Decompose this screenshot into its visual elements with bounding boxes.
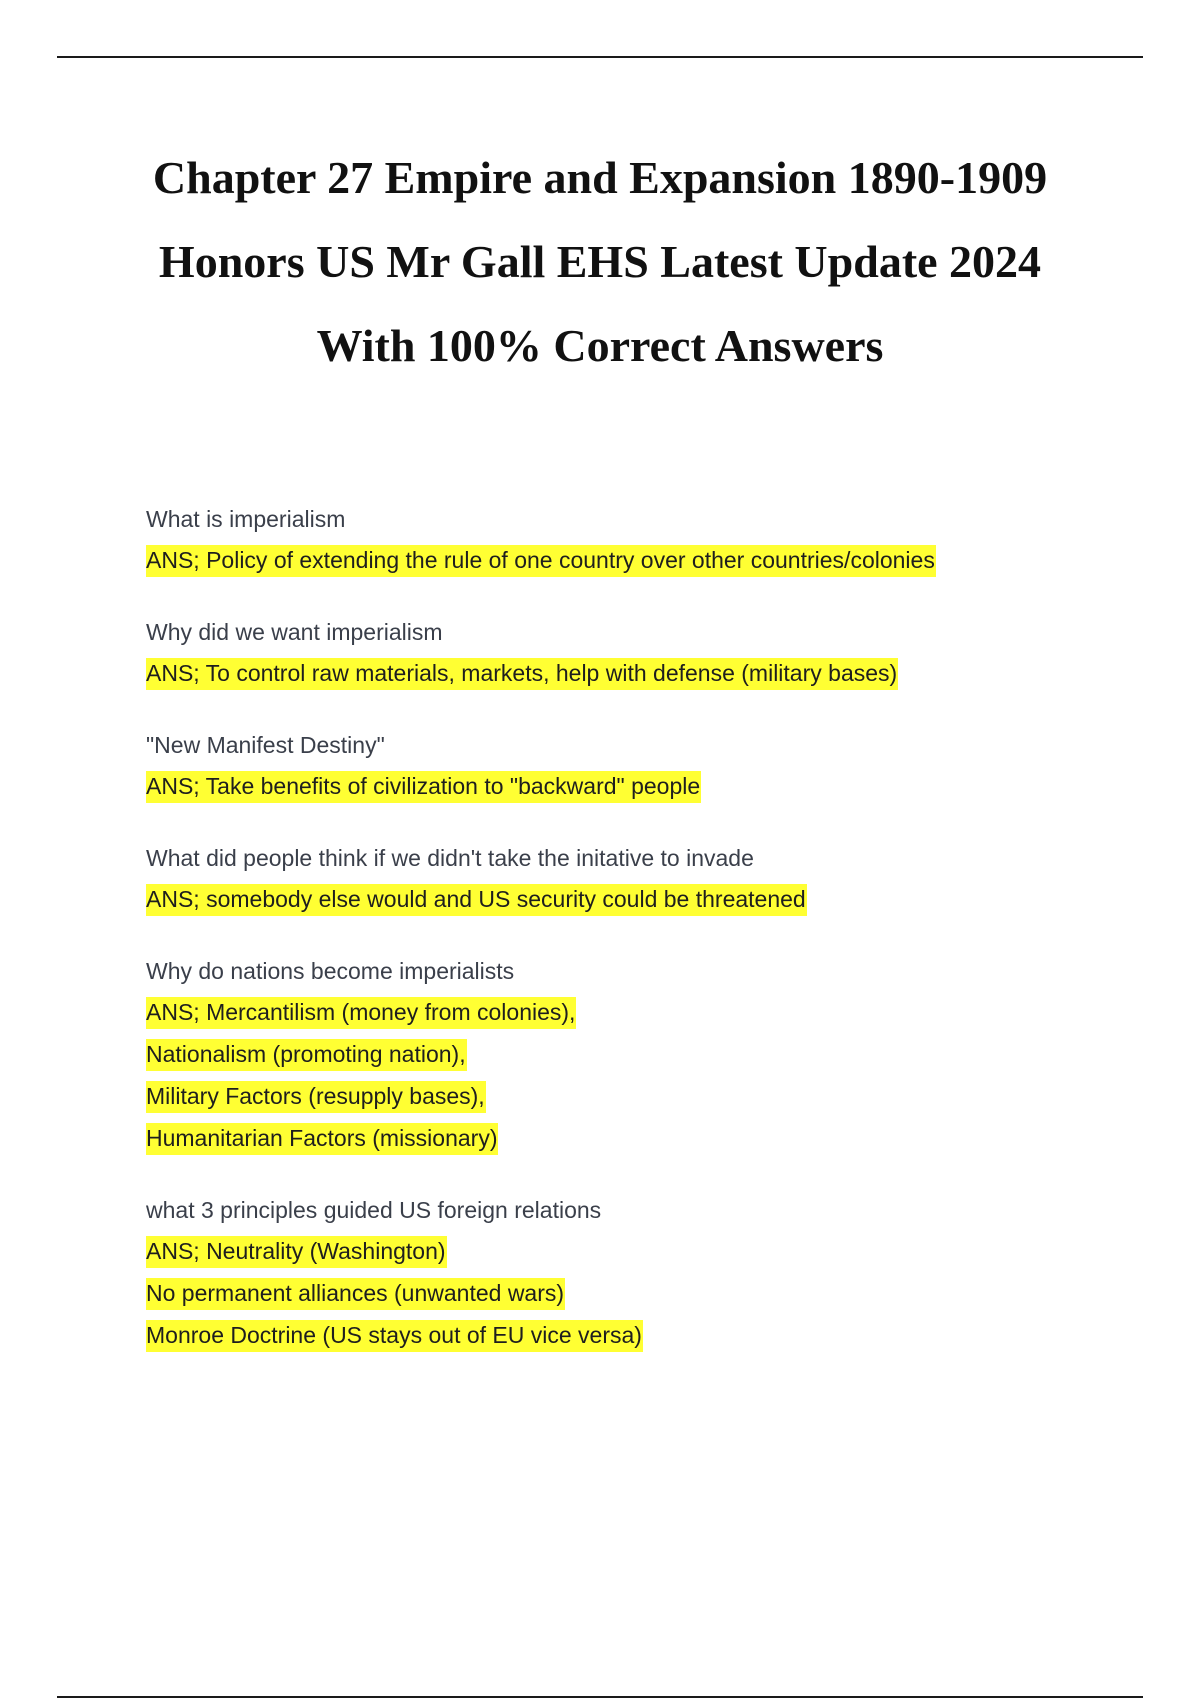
answer-highlight: ANS; To control raw materials, markets, help with defense (military bases) bbox=[146, 658, 898, 690]
answer-line bbox=[146, 1321, 1146, 1351]
answer-highlight: Military Factors (resupply bases), bbox=[146, 1081, 486, 1113]
answer-highlight: Monroe Doctrine (US stays out of EU vice versa) bbox=[146, 1320, 643, 1352]
answer-line bbox=[146, 1124, 1146, 1154]
qa-item bbox=[146, 504, 1146, 576]
answer-highlight: Nationalism (promoting nation), bbox=[146, 1039, 467, 1071]
question-text: Why did we want imperialism bbox=[146, 619, 443, 645]
answer-highlight: No permanent alliances (unwanted wars) bbox=[146, 1278, 565, 1310]
top-rule bbox=[57, 56, 1143, 58]
answer-line bbox=[146, 546, 1146, 576]
qa-item bbox=[146, 956, 1146, 1154]
question-text: What is imperialism bbox=[146, 506, 346, 532]
answer-highlight: ANS; Neutrality (Washington) bbox=[146, 1236, 447, 1268]
answer-highlight: ANS; Mercantilism (money from colonies), bbox=[146, 997, 576, 1029]
title-line-1: Chapter 27 Empire and Expansion 1890-1909 bbox=[152, 152, 1048, 203]
answer-line bbox=[146, 885, 1146, 915]
qa-item bbox=[146, 617, 1146, 689]
answer-highlight: ANS; Policy of extending the rule of one country over other countries/colonies bbox=[146, 545, 936, 577]
title-line-3: With 100% Correct Answers bbox=[316, 320, 884, 371]
answer-line bbox=[146, 772, 1146, 802]
question-text: "New Manifest Destiny" bbox=[146, 732, 385, 758]
qa-item bbox=[146, 1195, 1146, 1351]
answer-line bbox=[146, 1237, 1146, 1279]
page-title bbox=[0, 136, 1200, 388]
answer-highlight: Humanitarian Factors (missionary) bbox=[146, 1123, 498, 1155]
answer-highlight: ANS; somebody else would and US security could be threatened bbox=[146, 884, 807, 916]
answer-line bbox=[146, 1082, 1146, 1124]
qa-item bbox=[146, 730, 1146, 802]
question-text: Why do nations become imperialists bbox=[146, 958, 515, 984]
title-line-2: Honors US Mr Gall EHS Latest Update 2024 bbox=[158, 236, 1042, 287]
qa-list bbox=[146, 504, 1146, 1392]
answer-line bbox=[146, 1040, 1146, 1082]
question-text: What did people think if we didn't take the initative to invade bbox=[146, 845, 754, 871]
answer-line bbox=[146, 998, 1146, 1040]
answer-highlight: ANS; Take benefits of civilization to "backward" people bbox=[146, 771, 701, 803]
qa-item bbox=[146, 843, 1146, 915]
bottom-rule bbox=[57, 1696, 1143, 1698]
question-text: what 3 principles guided US foreign relations bbox=[146, 1197, 602, 1223]
answer-line bbox=[146, 659, 1146, 689]
answer-line bbox=[146, 1279, 1146, 1321]
